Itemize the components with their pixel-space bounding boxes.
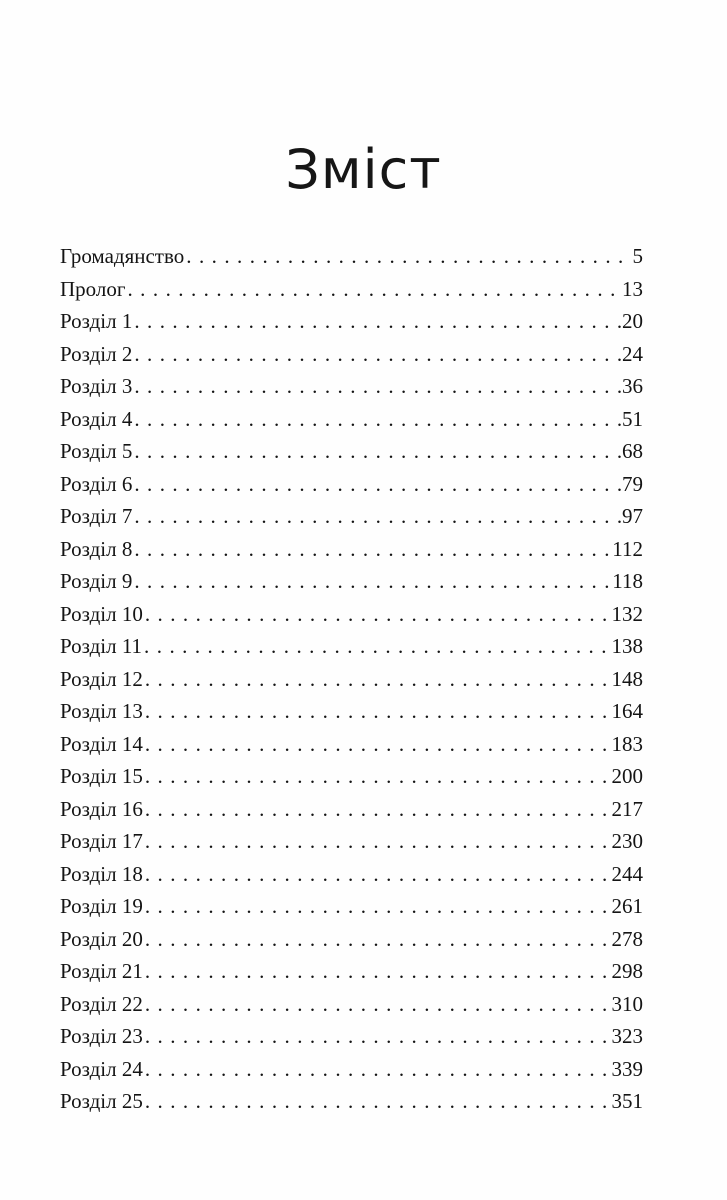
toc-entry-label: Розділ 17 xyxy=(60,829,143,853)
toc-entry xyxy=(60,858,643,891)
toc-entry xyxy=(60,760,643,793)
dot-leader xyxy=(132,500,621,533)
dot-leader xyxy=(143,1085,611,1118)
toc-entry-label: Розділ 9 xyxy=(60,569,133,593)
toc-entry-page-number: 112 xyxy=(612,536,643,561)
toc-entry-page-number: 339 xyxy=(611,1056,643,1081)
toc-entry xyxy=(60,435,643,468)
toc-entry xyxy=(60,305,643,338)
toc-entry-page-number: 20 xyxy=(622,309,643,333)
toc-entry-label: Розділ 21 xyxy=(60,959,143,983)
toc-entry-label: Розділ 19 xyxy=(60,894,143,918)
dot-leader xyxy=(143,858,611,891)
toc-entry-page-number: 244 xyxy=(611,861,643,886)
toc-entry-label: Розділ 20 xyxy=(60,926,143,951)
toc-entry-page-number: 278 xyxy=(611,926,643,951)
dot-leader xyxy=(143,728,611,761)
toc-entry xyxy=(60,728,643,761)
toc-entry-page-number: 5 xyxy=(632,244,643,268)
toc-entry-label: Розділ 8 xyxy=(60,536,133,561)
toc-entry xyxy=(60,890,643,923)
dot-leader xyxy=(142,630,610,663)
toc-entry-label: Розділ 5 xyxy=(60,439,133,463)
dot-leader xyxy=(143,955,611,988)
toc-entry xyxy=(60,793,643,826)
dot-leader xyxy=(132,533,611,566)
toc-entry-page-number: 13 xyxy=(622,276,643,301)
toc-entry xyxy=(60,468,643,501)
toc-entry-label: Розділ 14 xyxy=(60,731,143,756)
toc-entry-label: Розділ 18 xyxy=(60,861,143,886)
toc-entry xyxy=(60,338,643,371)
toc-entry-page-number: 298 xyxy=(611,959,643,983)
toc-entry-page-number: 323 xyxy=(611,1024,643,1048)
dot-leader xyxy=(132,305,621,338)
toc-entry-label: Розділ 12 xyxy=(60,666,143,691)
dot-leader xyxy=(143,598,611,631)
dot-leader xyxy=(184,240,631,273)
toc-entry-label: Розділ 3 xyxy=(60,374,133,398)
dot-leader xyxy=(143,923,611,956)
toc-entry xyxy=(60,533,643,566)
toc-entry-label: Пролог xyxy=(60,276,126,301)
toc-entry-label: Розділ 13 xyxy=(60,699,143,723)
toc-entry-label: Розділ 15 xyxy=(60,764,143,788)
dot-leader xyxy=(143,760,611,793)
dot-leader xyxy=(143,890,611,923)
toc-entry-page-number: 183 xyxy=(611,731,643,756)
toc-entry xyxy=(60,565,643,598)
dot-leader xyxy=(143,695,611,728)
toc-entry-page-number: 351 xyxy=(611,1089,643,1113)
toc-entry xyxy=(60,663,643,696)
toc-entry-page-number: 164 xyxy=(611,699,643,723)
toc-entry xyxy=(60,923,643,956)
toc-entry-page-number: 310 xyxy=(611,991,643,1016)
toc-entry-label: Розділ 24 xyxy=(60,1056,143,1081)
page-title: Зміст xyxy=(285,138,442,201)
dot-leader xyxy=(132,565,611,598)
toc-entry-label: Розділ 11 xyxy=(60,634,143,658)
toc-entry-label: Розділ 16 xyxy=(60,796,143,821)
toc-entry-label: Громадянство xyxy=(60,244,185,268)
toc-entry-label: Розділ 2 xyxy=(60,341,133,366)
toc-entry-label: Розділ 22 xyxy=(60,991,143,1016)
toc-entry-page-number: 97 xyxy=(622,504,643,528)
dot-leader xyxy=(143,988,611,1021)
toc-entry xyxy=(60,630,643,663)
dot-leader xyxy=(143,663,611,696)
dot-leader xyxy=(143,793,611,826)
toc-entry-page-number: 217 xyxy=(611,796,643,821)
toc-entry-page-number: 261 xyxy=(611,894,643,918)
dot-leader xyxy=(132,338,621,371)
toc-entry-label: Розділ 6 xyxy=(60,471,133,496)
toc-entry-label: Розділ 4 xyxy=(60,406,133,431)
toc-entry xyxy=(60,1053,643,1086)
toc-entry-page-number: 36 xyxy=(622,374,643,398)
toc-entry xyxy=(60,240,643,273)
toc-entry-page-number: 24 xyxy=(622,341,643,366)
dot-leader xyxy=(143,825,611,858)
toc-entry-page-number: 118 xyxy=(612,569,643,593)
table-of-contents xyxy=(60,240,643,1118)
toc-entry-page-number: 148 xyxy=(611,666,643,691)
toc-entry-label: Розділ 10 xyxy=(60,601,143,626)
toc-entry xyxy=(60,955,643,988)
toc-entry-page-number: 68 xyxy=(622,439,643,463)
dot-leader xyxy=(132,435,621,468)
toc-entry-page-number: 200 xyxy=(611,764,643,788)
dot-leader xyxy=(143,1020,611,1053)
toc-entry xyxy=(60,825,643,858)
toc-entry-page-number: 51 xyxy=(622,406,643,431)
toc-entry-label: Розділ 25 xyxy=(60,1089,143,1113)
toc-entry xyxy=(60,500,643,533)
toc-entry xyxy=(60,598,643,631)
toc-entry-page-number: 230 xyxy=(611,829,643,853)
toc-entry xyxy=(60,370,643,403)
toc-entry xyxy=(60,695,643,728)
toc-entry-page-number: 132 xyxy=(611,601,643,626)
toc-entry-label: Розділ 7 xyxy=(60,504,133,528)
dot-leader xyxy=(132,370,621,403)
toc-entry xyxy=(60,988,643,1021)
toc-entry xyxy=(60,403,643,436)
toc-entry-label: Розділ 1 xyxy=(60,309,133,333)
toc-entry-page-number: 79 xyxy=(622,471,643,496)
dot-leader xyxy=(132,468,621,501)
dot-leader xyxy=(143,1053,611,1086)
toc-entry-page-number: 138 xyxy=(611,634,643,658)
toc-entry-label: Розділ 23 xyxy=(60,1024,143,1048)
toc-entry xyxy=(60,273,643,306)
dot-leader xyxy=(132,403,621,436)
toc-entry xyxy=(60,1020,643,1053)
dot-leader xyxy=(125,273,621,306)
toc-entry xyxy=(60,1085,643,1118)
